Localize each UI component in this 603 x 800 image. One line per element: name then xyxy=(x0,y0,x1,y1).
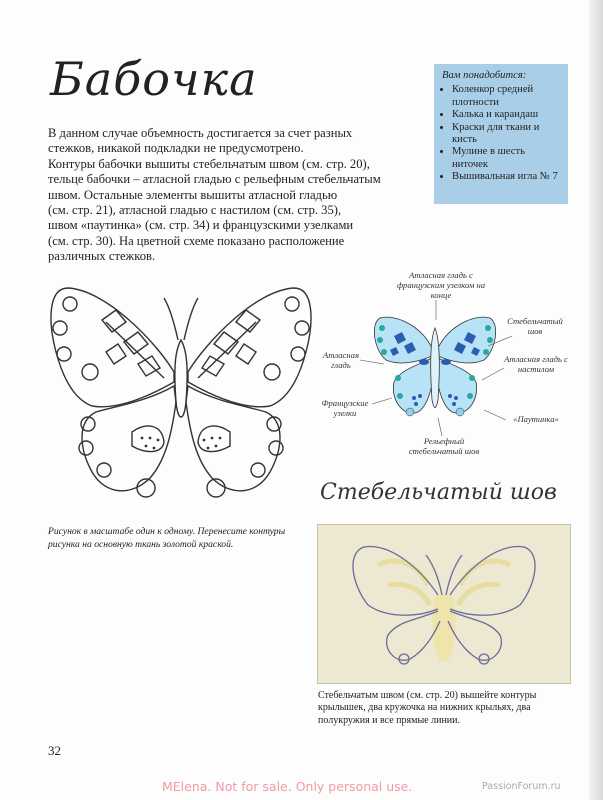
materials-heading: Вам понадобится: xyxy=(442,70,527,81)
materials-item: • Коленкор средней плотности xyxy=(452,84,560,109)
label-satin-knots: Атласная гладь с французским узелком на конце xyxy=(396,270,486,300)
embroidery-sample-image xyxy=(318,525,570,683)
materials-item: • Мулине в шесть ниточек xyxy=(452,146,560,171)
intro-line: различных стежков. xyxy=(48,249,156,264)
intro-line: швом. Остальные элементы вышиты атласной гладью xyxy=(48,187,338,202)
materials-item: • Краски для ткани и кисть xyxy=(452,122,560,147)
materials-item: • Вышивальная игла № 7 xyxy=(452,171,560,183)
label-padded-satin: Атласная гладь с настилом xyxy=(504,354,568,374)
watermark-text: MElena. Not for sale. Only personal use. xyxy=(162,779,413,794)
label-spider-stitch: «Паутинка» xyxy=(513,414,559,424)
page-title: Бабочка xyxy=(50,52,258,106)
pattern-caption: Рисунок в масштабе один к одному. Перенесите контуры рисунка на основную ткань золотой краской. xyxy=(48,526,286,550)
intro-line: Контуры бабочки вышиты стебельчатым швом (см. стр. 20), xyxy=(48,156,370,171)
materials-item: • Калька и карандаш xyxy=(452,109,560,121)
label-french-knots: Французские узелки xyxy=(321,398,369,418)
intro-line: В данном случае объемность достигается за счет разных xyxy=(48,126,353,140)
section-title: Стебельчатый шов xyxy=(320,480,557,505)
label-raised-stem: Рельефный стебельчатый шов xyxy=(408,436,480,456)
embroidery-photo xyxy=(317,524,571,684)
label-stem-stitch: Стебельчатый шов xyxy=(507,316,563,336)
intro-line: (см. стр. 30). На цветной схеме показано расположение xyxy=(48,233,345,248)
photo-caption: Стебельчатым швом (см. стр. 20) вышейте контуры крылышек, два кружочка на нижних крыльях, два полукружия и все прямые линии. xyxy=(318,690,537,726)
label-satin-stitch: Атласная гладь xyxy=(323,350,359,370)
site-watermark: PassionForum.ru xyxy=(482,781,561,792)
page-number: 32 xyxy=(48,743,61,758)
intro-line: тельце бабочки – атласной гладью с рельефным стебельчатым xyxy=(48,172,381,187)
intro-line: (см. стр. 21), атласной гладью с настилом (см. стр. 35), xyxy=(48,203,342,218)
intro-line: швом «паутинка» (см. стр. 34) и французскими узелками xyxy=(48,218,354,233)
intro-line: стежков, никакой подкладки не предусмотрено. xyxy=(48,141,304,156)
